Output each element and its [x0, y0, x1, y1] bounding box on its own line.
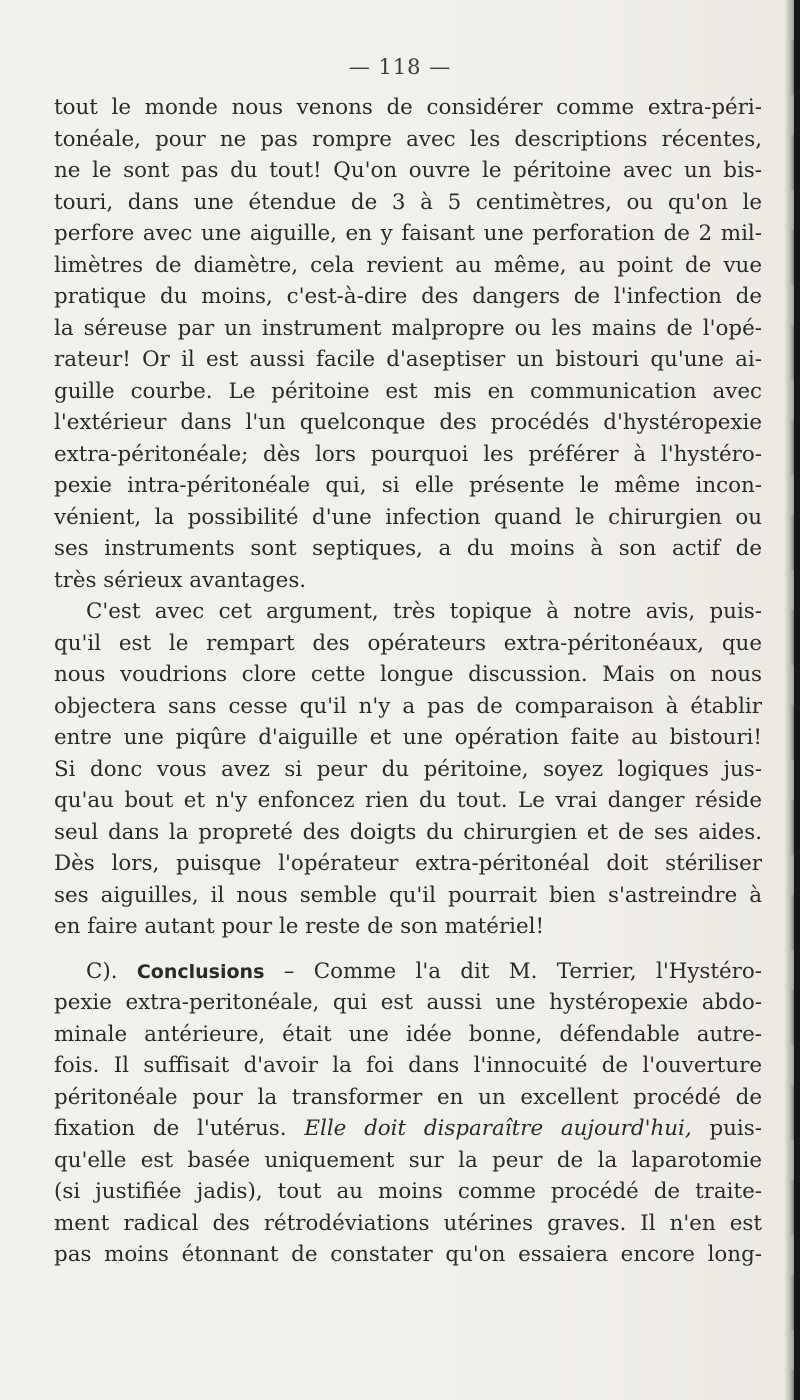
text-line: péritonéale pour la transformer en un excellent procédé de [54, 1084, 762, 1110]
text-line: vénient, la possibilité d'une infection quand le chirurgien ou [54, 504, 762, 530]
text-line: objectera sans cesse qu'il n'y a pas de comparaison à établir [54, 693, 762, 719]
text-line: ses aiguilles, il nous semble qu'il pourrait bien s'astreindre à [54, 882, 762, 908]
text-line: pas moins étonnant de constater qu'on essaiera encore long- [54, 1242, 762, 1267]
text-line: pratique du moins, c'est-à-dire des dangers de l'infection de [54, 284, 762, 309]
text-line: tout le monde nous venons de considérer comme extra-péri- [54, 95, 762, 120]
paragraph-2 [54, 596, 762, 943]
text-line: Dès lors, puisque l'opérateur extra-péritonéal doit stériliser [54, 851, 762, 876]
text-line: ne le sont pas du tout! Qu'on ouvre le péritoine avec un bis- [54, 158, 762, 183]
section-letter: C). [86, 958, 118, 984]
text-line: en faire autant pour le reste de son matériel! [54, 914, 545, 939]
italic-line-start: fixation de l'utérus. [54, 1116, 287, 1141]
italic-emphasis: Elle doit disparaître aujourd'hui, [304, 1116, 692, 1141]
page-number: — 118 — [348, 55, 452, 79]
text-line: pexie extra-peritonéale, qui est aussi une hystéropexie abdo- [54, 990, 762, 1015]
body-text [54, 92, 762, 1271]
text-line: rateur! Or il est aussi facile d'aseptiser un bistouri qu'une ai- [54, 347, 762, 372]
text-line: tonéale, pour ne pas rompre avec les descriptions récentes, [54, 126, 762, 152]
paragraph-gap [54, 943, 762, 956]
text-line: qu'au bout et n'y enfoncez rien du tout. Le vrai danger réside [54, 788, 762, 813]
text-line: minale antérieure, était une idée bonne, défendable autre- [54, 1021, 762, 1047]
text-line: limètres de diamètre, cela revient au même, au point de vue [54, 252, 762, 278]
book-spine-edge [794, 0, 800, 1400]
text-line: entre une piqûre d'aiguille et une opération faite au bistouri! [54, 725, 762, 750]
paragraph-1 [54, 92, 762, 596]
text-line: très sérieux avantages. [54, 567, 307, 593]
text-line: guille courbe. Le péritoine est mis en communication avec [54, 378, 762, 404]
conclusions-lines-a [54, 987, 762, 1113]
text-line: ment radical des rétrodéviations utérines graves. Il n'en est [54, 1210, 762, 1236]
section-heading: Conclusions [136, 960, 265, 983]
paragraph-3-conclusions [54, 956, 762, 1271]
text-line: pexie intra-péritonéale qui, si elle présente le même incon- [54, 473, 762, 498]
text-line: extra-péritonéale; dès lors pourquoi les préférer à l'hystéro- [54, 441, 762, 467]
text-line: qu'il est le rempart des opérateurs extra-péritonéaux, que [54, 630, 762, 656]
text-line: touri, dans une étendue de 3 à 5 centimètres, ou qu'on le [54, 189, 762, 215]
text-line: seul dans la propreté des doigts du chirurgien et de ses aides. [54, 819, 762, 845]
conclusions-lines-b [54, 1145, 762, 1271]
heading-line-rest: – Comme l'a dit M. Terrier, l'Hystéro- [283, 958, 762, 984]
text-line: fois. Il suffisait d'avoir la foi dans l'innocuité de l'ouverture [54, 1053, 762, 1078]
italic-line [54, 1113, 762, 1145]
italic-line-end: puis- [709, 1116, 762, 1141]
text-line: la séreuse par un instrument malpropre ou les mains de l'opé- [54, 315, 762, 341]
conclusions-heading-line [54, 956, 762, 988]
text-line: ses instruments sont septiques, a du moins à son actif de [54, 536, 762, 561]
text-line: perfore avec une aiguille, en y faisant une perforation de 2 mil- [54, 221, 762, 246]
text-line: qu'elle est basée uniquement sur la peur de la laparotomie [54, 1147, 762, 1173]
text-line: (si justifiée jadis), tout au moins comme procédé de traite- [54, 1179, 762, 1204]
text-line: Si donc vous avez si peur du péritoine, soyez logiques jus- [54, 756, 762, 782]
text-line: nous voudrions clore cette longue discussion. Mais on nous [54, 662, 762, 687]
text-line: C'est avec cet argument, très topique à notre avis, puis- [86, 599, 762, 624]
text-line: l'extérieur dans l'un quelconque des procédés d'hystéropexie [54, 410, 762, 435]
